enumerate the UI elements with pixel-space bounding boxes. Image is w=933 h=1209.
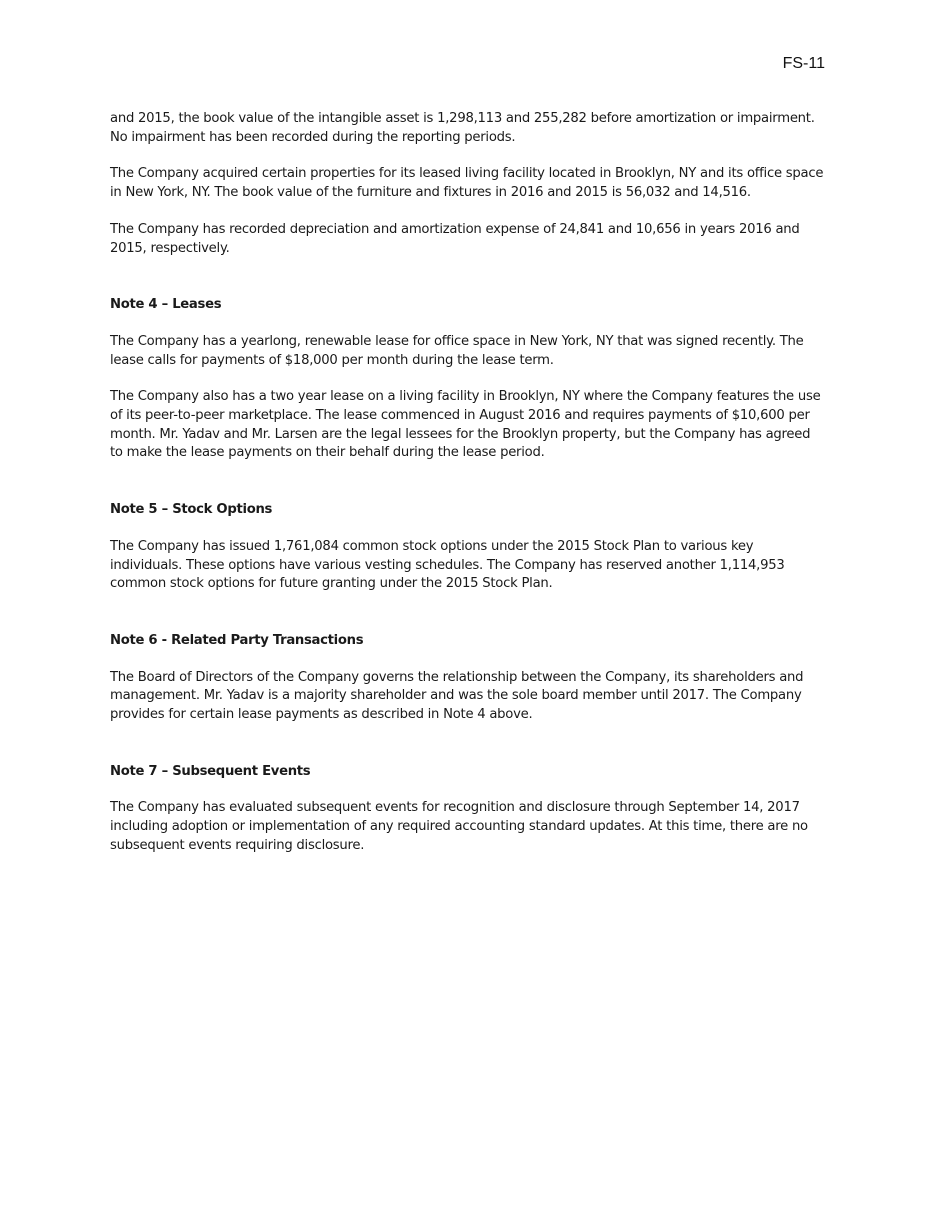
note-6-heading: Note 6 - Related Party Transactions [110,632,364,648]
intro-paragraph-3: The Company has recorded depreciation and amortization expense of 24,841 and 10,656 in years 2016 and 2015, respectively. [110,221,800,256]
page-number: FS-11 [782,55,825,72]
intro-paragraph-2: The Company acquired certain properties for its leased living facility located in Brooklyn, NY and its office space in New York, NY. The book value of the furniture and fixtures in 2016 and 2015 is 56,032 and 14,516. [110,166,824,201]
note-5-paragraph-1: The Company has issued 1,761,084 common stock options under the 2015 Stock Plan to various key individuals. These options have various vesting schedules. The Company has reserved another 1,114,953 common stock options for future granting under the 2015 Stock Plan. [110,538,785,592]
page-content [110,110,826,874]
note-6-paragraph-1: The Board of Directors of the Company governs the relationship between the Company, its shareholders and management. Mr. Yadav is a majority shareholder and was the sole board member until 2017. The Company provides for certain lease payments as described in Note 4 above. [110,669,804,723]
note-7-paragraph-1: The Company has evaluated subsequent events for recognition and disclosure through September 14, 2017 including adoption or implementation of any required accounting standard updates. At this time, there are no subsequent events requiring disclosure. [110,800,808,853]
note-4-paragraph-2: The Company also has a two year lease on a living facility in Brooklyn, NY where the Company features the use of its peer-to-peer marketplace. The lease commenced in August 2016 and requires payments of $10,600 per month. Mr. Yadav and Mr. Larsen are the legal lessees for the Brooklyn property, but the Company has agreed to make the lease payments on their behalf during the lease period. [110,389,821,461]
note-7-heading: Note 7 – Subsequent Events [110,763,311,779]
intro-paragraph-1: and 2015, the book value of the intangible asset is 1,298,113 and 255,282 before amortization or impairment. No impairment has been recorded during the reporting periods. [110,111,815,145]
note-4-paragraph-1: The Company has a yearlong, renewable lease for office space in New York, NY that was signed recently. The lease calls for payments of $18,000 per month during the lease term. [110,333,804,368]
note-4-heading: Note 4 – Leases [110,297,222,313]
note-5-heading: Note 5 – Stock Options [110,502,273,518]
